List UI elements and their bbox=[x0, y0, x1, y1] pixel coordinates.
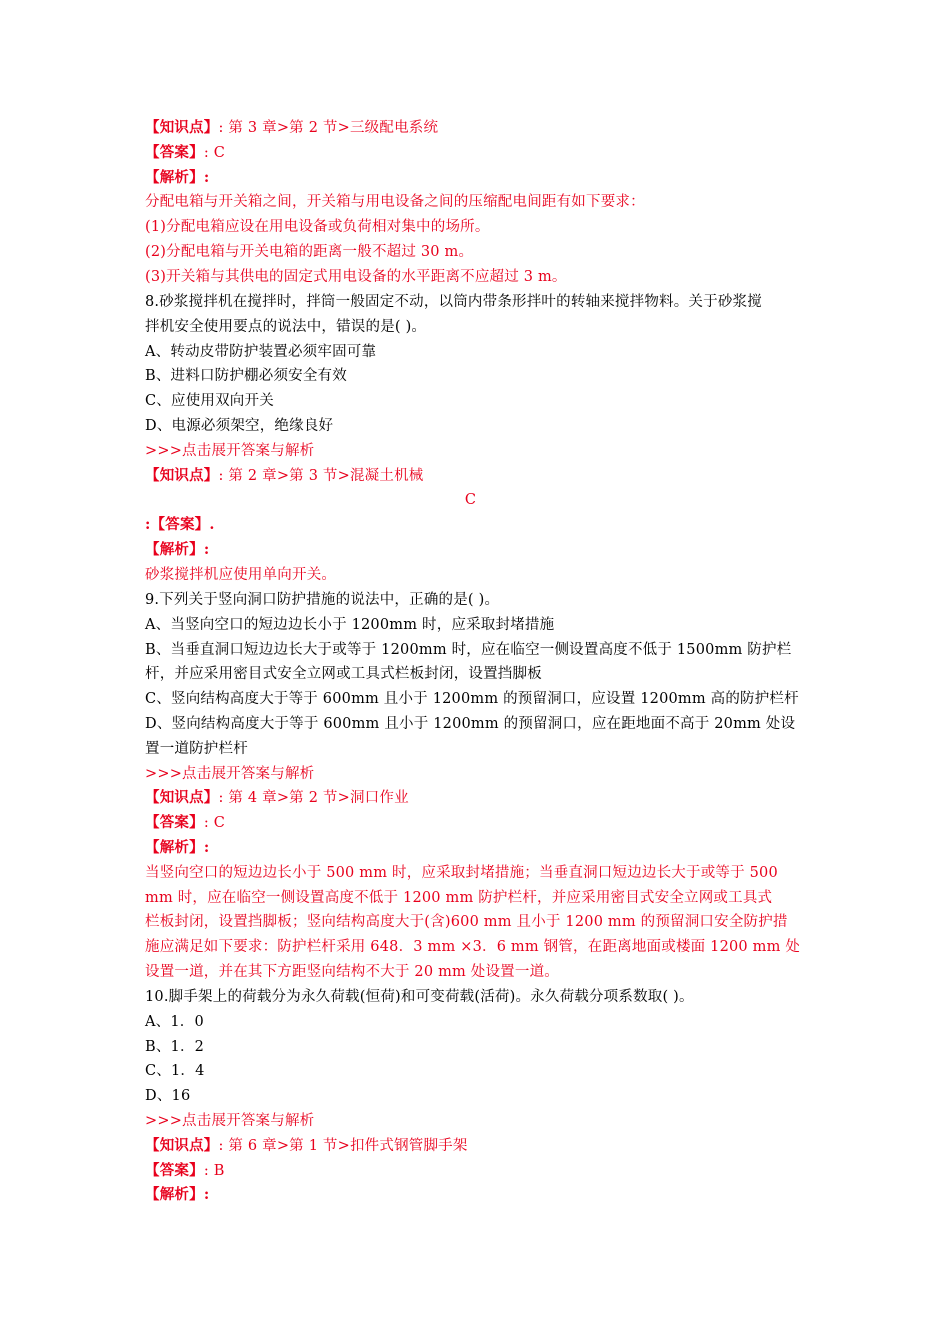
q10-option-c: C、1．4 bbox=[145, 1063, 205, 1080]
answer-value: : C bbox=[203, 144, 226, 161]
q7-answer bbox=[145, 141, 810, 166]
answer-value: : B bbox=[203, 1162, 225, 1179]
answer-value: : C bbox=[203, 815, 226, 832]
q8-analysis-text: 砂浆搅拌机应使用单向开关。 bbox=[145, 566, 337, 583]
answer-label: 【答案】 bbox=[145, 814, 204, 832]
q9-option-d-cont: 置一道防护栏杆 bbox=[145, 740, 248, 757]
q8-stem-line: 拌机安全使用要点的说法中，错误的是( )。 bbox=[145, 318, 427, 335]
q10-option-d: D、16 bbox=[145, 1088, 191, 1105]
analysis-colon: : bbox=[203, 168, 210, 186]
q9-option-b-cont: 杆，并应采用密目式安全立网或工具式栏板封闭，设置挡脚板 bbox=[145, 666, 542, 683]
q8-option-a: A、转动皮带防护装置必须牢固可靠 bbox=[145, 343, 377, 360]
q9-option-d: D、竖向结构高度大于等于 600mm 且小于 1200mm 的预留洞口，应在距地面不高于 20mm 处设 bbox=[145, 715, 796, 732]
answer-label: 【答案】 bbox=[145, 143, 204, 161]
knowledge-value: : 第 3 章>第 2 节>三级配电系统 bbox=[218, 120, 439, 136]
q10-knowledge-point bbox=[145, 1134, 810, 1159]
analysis-label: 【解析】 bbox=[145, 168, 204, 186]
q9-option-a: A、当竖向空口的短边边长小于 1200mm 时，应采取封堵措施 bbox=[145, 616, 555, 633]
q9-analysis-line: 设置一道，并在其下方距竖向结构不大于 20 mm 处设置一道。 bbox=[145, 963, 559, 980]
q7-analysis-line: (2)分配电箱与开关电箱的距离一般不超过 30 m。 bbox=[145, 243, 474, 260]
q10-option-a: A、1．0 bbox=[145, 1013, 204, 1030]
q9-option-b: B、当垂直洞口短边边长大于或等于 1200mm 时，应在临空一侧设置高度不低于 1500mm 防护栏 bbox=[145, 641, 792, 658]
knowledge-value: : 第 4 章>第 2 节>洞口作业 bbox=[218, 790, 409, 807]
q8-option-d: D、电源必须架空，绝缘良好 bbox=[145, 417, 334, 434]
q7-analysis-line: 分配电箱与开关箱之间，开关箱与用电设备之间的压缩配电间距有如下要求： bbox=[145, 194, 645, 211]
q10-analysis-label bbox=[145, 1183, 810, 1208]
q8-answer-label: :【答案】. bbox=[145, 516, 215, 534]
q8-option-b: B、进料口防护棚必须安全有效 bbox=[145, 368, 347, 385]
analysis-colon: : bbox=[203, 1186, 210, 1204]
analysis-colon: : bbox=[203, 838, 210, 856]
knowledge-label: 【知识点】 bbox=[145, 466, 219, 484]
q9-option-c: C、竖向结构高度大于等于 600mm 且小于 1200mm 的预留洞口，应设置 1200mm 高的防护栏杆 bbox=[145, 691, 799, 708]
q9-expand-link[interactable]: >>>点击展开答案与解析 bbox=[145, 765, 315, 782]
q8-stem-line: 8.砂浆搅拌机在搅拌时，拌筒一般固定不动，以筒内带条形拌叶的转轴来搅拌物料。关于砂浆搅 bbox=[145, 294, 762, 310]
q8-expand-link[interactable]: >>>点击展开答案与解析 bbox=[145, 442, 315, 459]
q8-analysis-label bbox=[145, 538, 810, 563]
knowledge-label: 【知识点】 bbox=[145, 119, 219, 136]
q10-expand-link[interactable]: >>>点击展开答案与解析 bbox=[145, 1112, 315, 1129]
analysis-label: 【解析】 bbox=[145, 540, 204, 558]
analysis-colon: : bbox=[203, 540, 210, 558]
q10-stem: 10.脚手架上的荷载分为永久荷载(恒荷)和可变荷载(活荷)。永久荷载分项系数取( )。 bbox=[145, 989, 694, 1005]
knowledge-value: : 第 2 章>第 3 节>混凝土机械 bbox=[218, 467, 424, 484]
q9-analysis-label bbox=[145, 836, 810, 861]
q10-option-b: B、1．2 bbox=[145, 1038, 205, 1055]
analysis-label: 【解析】 bbox=[145, 838, 204, 856]
knowledge-label: 【知识点】 bbox=[145, 1136, 219, 1154]
q9-analysis-line: 施应满足如下要求：防护栏杆采用 648．3 mm ×3．6 mm 钢管，在距离地面或楼面 1200 mm 处 bbox=[145, 939, 801, 956]
q9-analysis-line: 栏板封闭，设置挡脚板；竖向结构高度大于(含)600 mm 且小于 1200 mm 的预留洞口安全防护措 bbox=[145, 914, 788, 931]
q7-answer-block bbox=[145, 116, 810, 290]
question-8 bbox=[145, 290, 810, 588]
knowledge-value: : 第 6 章>第 1 节>扣件式钢管脚手架 bbox=[218, 1137, 468, 1154]
q9-answer bbox=[145, 811, 810, 836]
answer-label: 【答案】 bbox=[145, 1161, 204, 1179]
q7-analysis-line: (1)分配电箱应设在用电设备或负荷相对集中的场所。 bbox=[145, 219, 490, 236]
q10-answer bbox=[145, 1159, 810, 1184]
question-10 bbox=[145, 985, 810, 1208]
q8-option-c: C、应使用双向开关 bbox=[145, 393, 274, 410]
q7-analysis-line: (3)开关箱与其供电的固定式用电设备的水平距离不应超过 3 m。 bbox=[145, 268, 567, 285]
question-9 bbox=[145, 588, 810, 985]
analysis-label: 【解析】 bbox=[145, 1186, 204, 1204]
q8-answer-value: C bbox=[464, 492, 477, 509]
q9-analysis-line: 当竖向空口的短边边长小于 500 mm 时，应采取封堵措施；当垂直洞口短边边长大于或等于 500 bbox=[145, 864, 778, 881]
q8-knowledge-point bbox=[145, 464, 810, 489]
q7-knowledge-point bbox=[145, 116, 810, 141]
knowledge-label: 【知识点】 bbox=[145, 789, 219, 807]
q7-analysis-label bbox=[145, 166, 810, 191]
q9-knowledge-point bbox=[145, 786, 810, 811]
q9-stem: 9.下列关于竖向洞口防护措施的说法中，正确的是( )。 bbox=[145, 592, 500, 608]
q9-analysis-line: mm 时，应在临空一侧设置高度不低于 1200 mm 防护栏杆，并应采用密目式安全立网或工具式 bbox=[145, 889, 773, 906]
